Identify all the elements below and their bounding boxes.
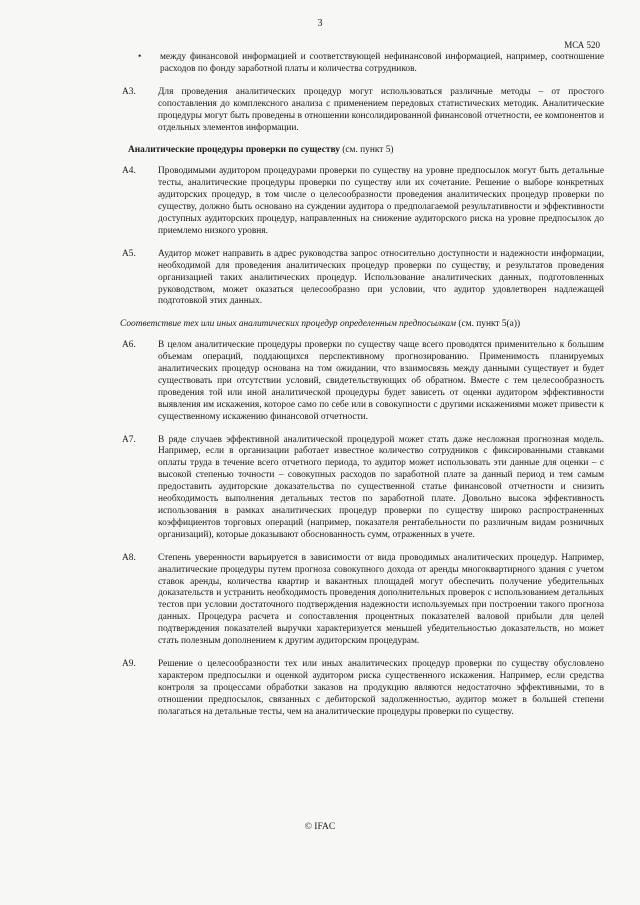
- paragraph-group-bottom: [108, 340, 604, 718]
- paragraph: [108, 553, 604, 648]
- paragraph: [108, 659, 604, 719]
- section-heading-title: Аналитические процедуры проверки по существу: [128, 145, 340, 156]
- paragraph-group-mid: [108, 166, 604, 308]
- paragraph: [108, 249, 604, 309]
- paragraph-number: А9.: [122, 658, 136, 669]
- section-heading: [128, 145, 604, 157]
- paragraph-text: Проводимыми аудитором процедурами проверки по существу на уровне предпосылок могут быть детальные тесты, аналитические процедуры проверки по существу или их сочетание. Решение о выборе конкретных аудиторских процедур, в том числе о целесообразности проведения аналитических процедур проверки по существу, должно быть основано на суждении аудитора о предполагаемой результативности и эффективности доступных аудиторских процедур, направленных на снижение аудиторского риска на уровне предпосылок до приемлемо низкого уровня.: [158, 166, 604, 236]
- paragraph: [108, 435, 604, 542]
- bullet-icon: •: [138, 52, 142, 62]
- paragraph-number: А8.: [122, 552, 136, 563]
- paragraph-text: В целом аналитические процедуры проверки по существу чаще всего проводятся применительно к большим объемам операций, поддающихся перспективному прогнозированию. Применимость планируемых аналитических процедур основана на том ожидании, что взаимосвязь между данными существует и будет существовать при отсутствии условий, свидетельствующих об обратном. Вместе с тем целесообразность проведения той или иной аналитической процедуры будет зависеть от оценки аудитором эффективности выявления им искажения, которое само по себе или в совокупности с другими искажениями может привести к существенному искажению финансовой отчетности.: [158, 340, 604, 422]
- paragraph-number: А4.: [122, 166, 136, 177]
- page-number: 3: [317, 18, 323, 29]
- paragraph-group-top: [108, 87, 604, 135]
- bullet-item: [108, 52, 604, 76]
- paragraph-text: Аудитор может направить в адрес руководства запрос относительно доступности и надежности информации, необходимой для проведения аналитических процедур проверки по существу, и результатов проведения организацией таких аналитических процедур. Использование аналитических данных, подготовленных руководством, может оказаться целесообразно при условии, что аудитор удовлетворен надлежащей подготовкой этих данных.: [158, 248, 604, 307]
- paragraph: [108, 87, 604, 135]
- document-code: МСА 520: [564, 40, 600, 50]
- subsection-heading-title: Соответствие тех или иных аналитических процедур определенным предпосылкам: [120, 319, 457, 330]
- paragraph-text: Для проведения аналитических процедур могут использоваться различные методы – от простого сопоставления до комплексного анализа с применением передовых статистических методик. Аналитические процедуры могут быть проведены в отношении консолидированной финансовой отчетности, ее компонентов и отдельных элементов информации.: [158, 86, 604, 133]
- footer-copyright: © IFAC: [304, 822, 336, 832]
- paragraph: [108, 166, 604, 237]
- paragraph-number: А3.: [122, 86, 136, 97]
- paragraph-number: А6.: [122, 340, 136, 351]
- paragraph-number: А5.: [122, 248, 136, 259]
- section-heading-ref: (см. пункт 5): [342, 145, 394, 156]
- paragraph-text: Решение о целесообразности тех или иных аналитических процедур проверки по существу обусловлено характером предпосылки и оценкой аудитором риска существенного искажения. Например, если средства контроля за процессами обработки заказов на продукцию являются недостаточно эффективными, то в отношении предпосылок, связанных с дебиторской задолженностью, аудитор может в большей степени полагаться на детальные тесты, чем на аналитические процедуры проверки по существу.: [158, 658, 604, 717]
- subsection-heading: [120, 319, 604, 331]
- document-body: [108, 52, 604, 730]
- bullet-text: между финансовой информацией и соответствующей нефинансовой информацией, например, соотношение расходов по фонду заработной платы и количества сотрудников.: [160, 52, 604, 74]
- paragraph-text: Степень уверенности варьируется в зависимости от вида проводимых аналитических процедур. Например, аналитические процедуры путем прогноза совокупного дохода от аренды многоквартирного здания с учетом ставок аренды, количества квартир и вакантных площадей могут обеспечить получение убедительных доказательств и устранить необходимость проведения дополнительных проверок с использованием детальных тестов при условии достаточного подтверждения надежности используемых при построении такого прогноза данных. Процедура расчета и сопоставления процентных показателей валовой прибыли для целей подтверждения показателей выручки характеризуется меньшей убедительностью доказательств, но может стать полезным дополнением к другим аудиторским процедурам.: [158, 552, 604, 647]
- paragraph-text: В ряде случаев эффективной аналитической процедурой может стать даже несложная прогнозная модель. Например, если в организации работает известное количество сотрудников с фиксированными ставками оплаты труда в течение всего отчетного периода, то аудитор может использовать эти данные для оценки – с высокой степенью точности – совокупных расходов по заработной плате за данный период и тем самым предоставить аудиторские доказательства по существенной статье финансовой отчетности и снизить необходимость выполнения детальных тестов по заработной плате. Довольно высока эффективность использования в рамках аналитических процедур проверки по существу широко распространенных коэффициентов торговых операций (например, показателя рентабельности по различным видам розничных организаций), которые доказывают обоснованность сумм, отраженных в учете.: [158, 434, 604, 540]
- paragraph-number: А7.: [122, 434, 136, 445]
- subsection-heading-ref: (см. пункт 5(а)): [458, 319, 521, 330]
- paragraph: [108, 340, 604, 423]
